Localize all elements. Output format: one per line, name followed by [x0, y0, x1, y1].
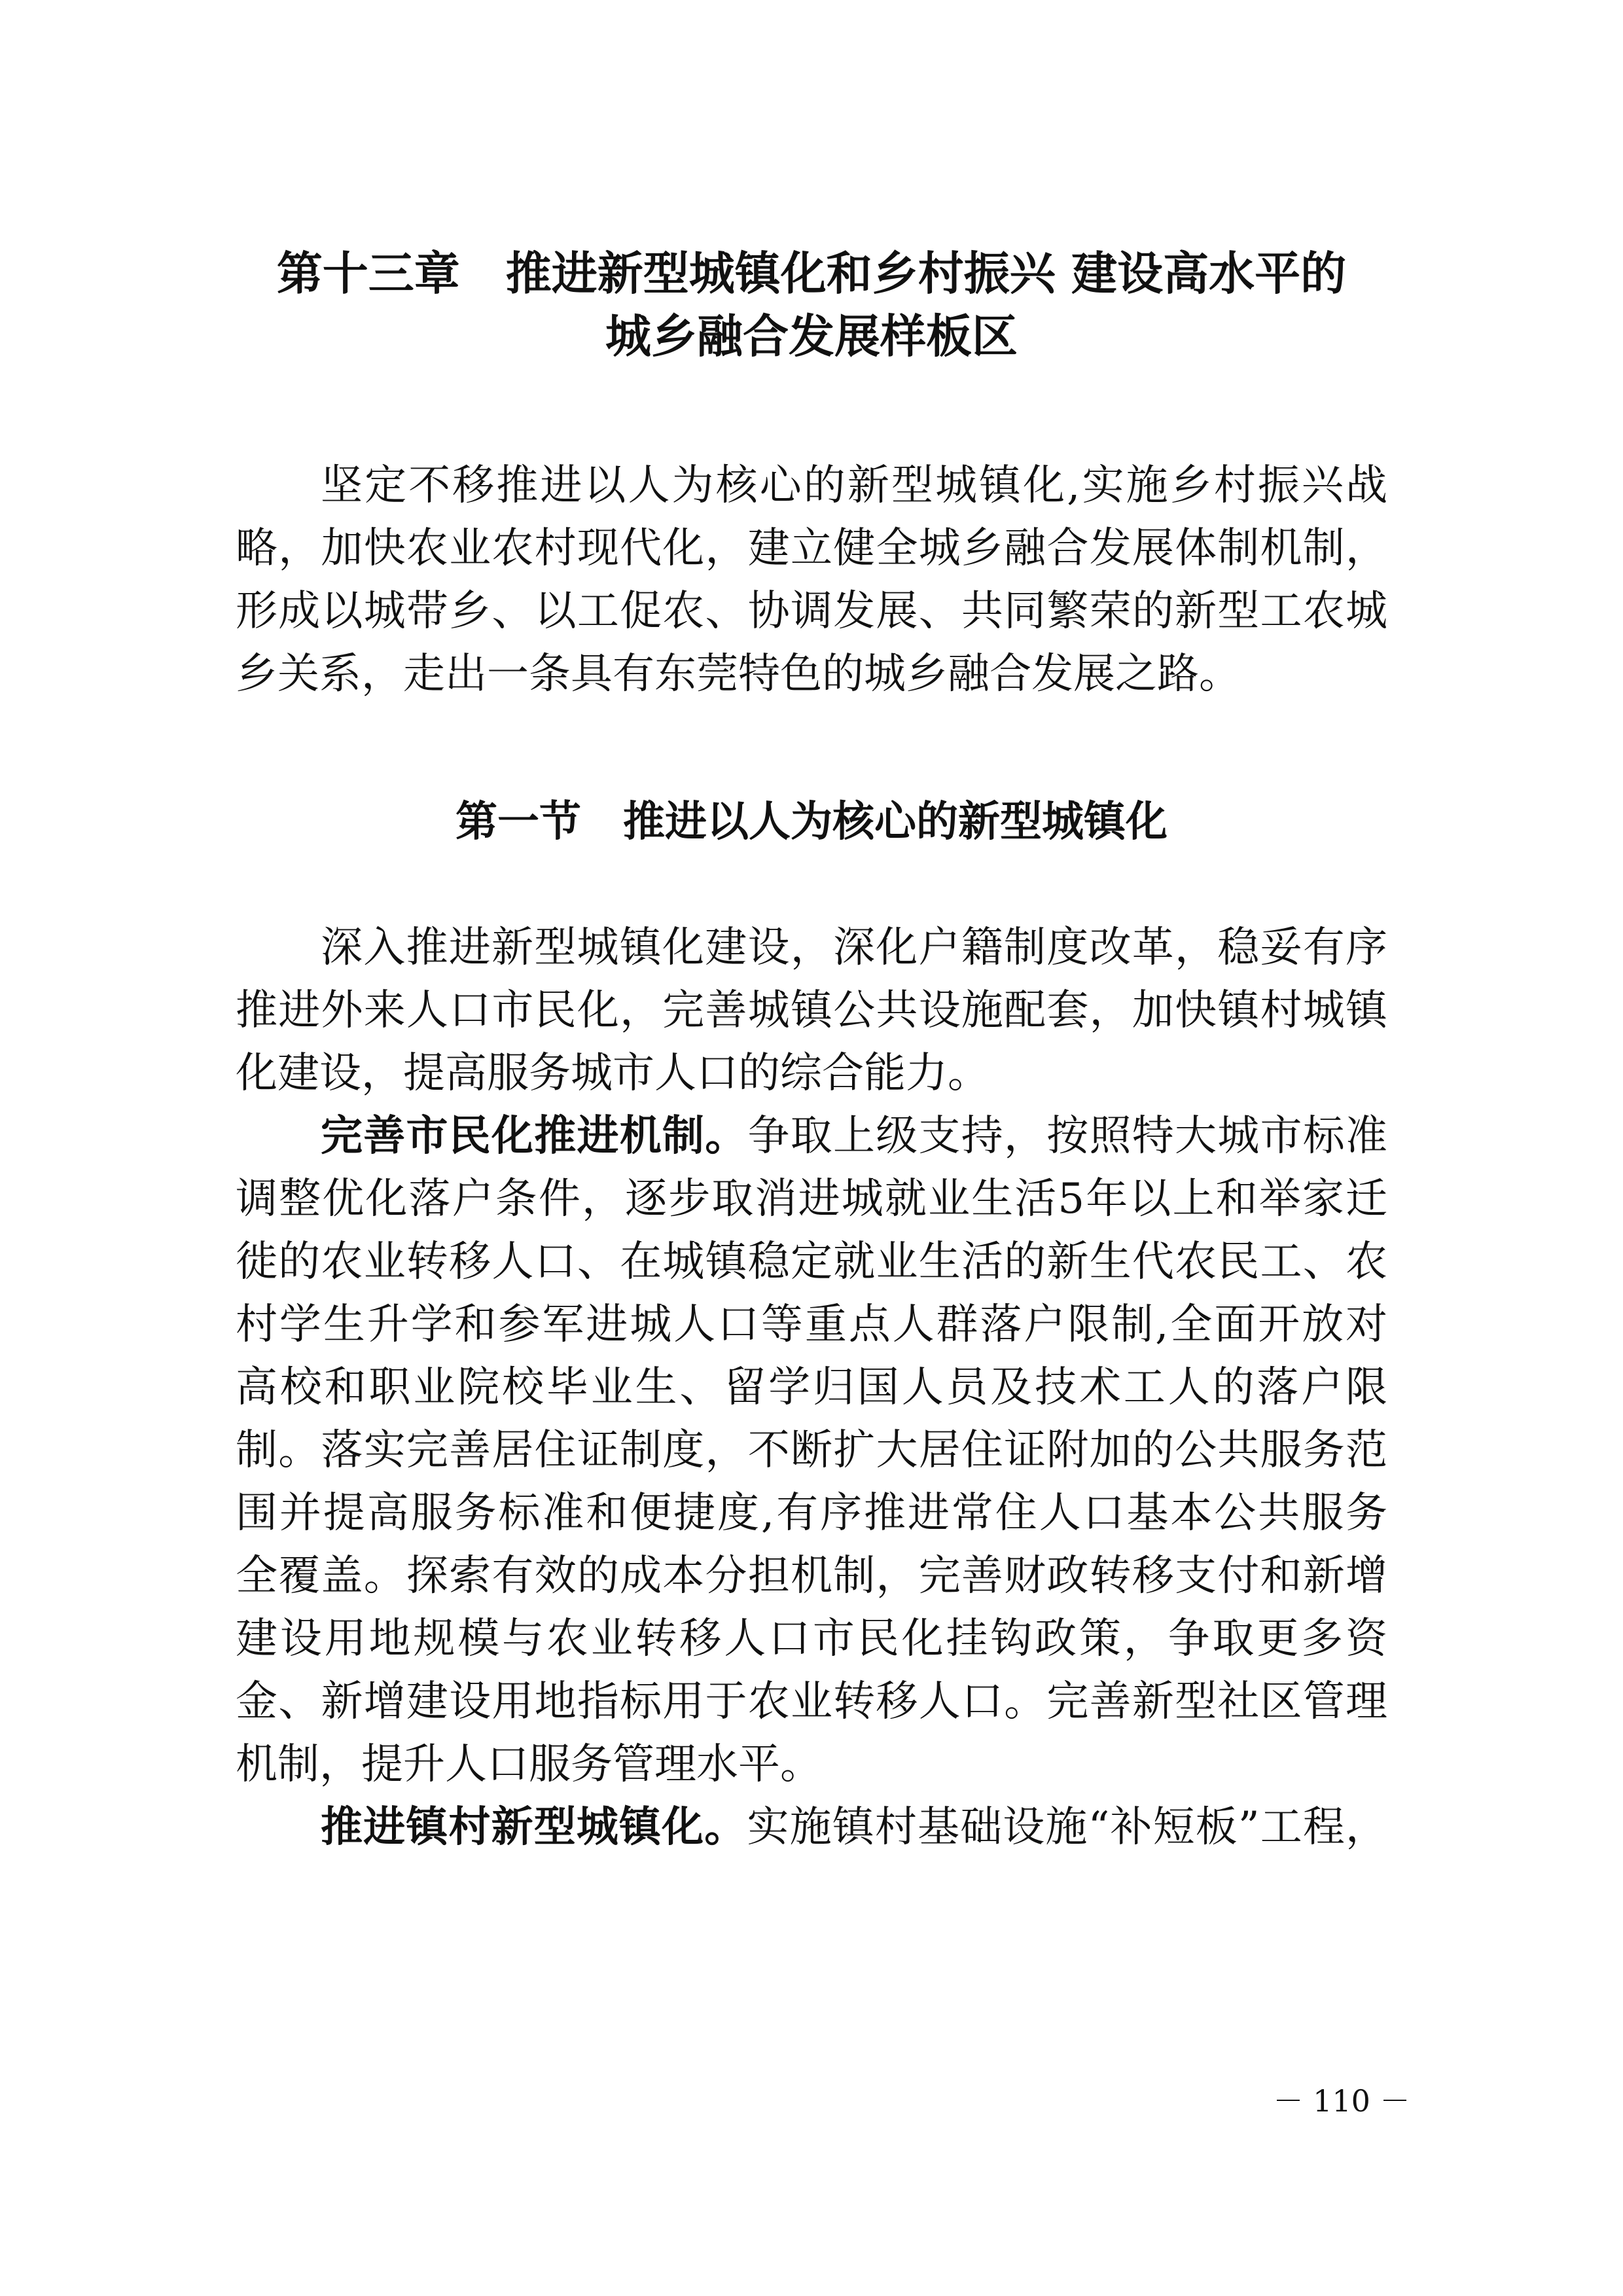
intro-line-2: 略，加快农业农村现代化，建立健全城乡融合发展体制机制， — [236, 524, 1387, 573]
intro-line-1: 坚定不移推进以人为核心的新型城镇化,实施乡村振兴战 — [321, 461, 1387, 510]
para2-first-rest: 争取上级支持，按照特大城市标准 — [747, 1112, 1387, 1160]
para3-heading: 推进镇村新型城镇化。 — [321, 1803, 747, 1852]
para2-line-10: 金、新增建设用地指标用于农业转移人口。完善新型社区管理 — [236, 1677, 1387, 1726]
para3-line-1 — [321, 1796, 1387, 1859]
para2-heading: 完善市民化推进机制。 — [321, 1112, 748, 1160]
page-number: － 110 － — [1273, 2083, 1410, 2119]
para1-line-1: 深入推进新型城镇化建设，深化户籍制度改革，稳妥有序 — [321, 924, 1387, 972]
para3-first-rest: 实施镇村基础设施“补短板”工程， — [747, 1803, 1388, 1852]
intro-line-4: 乡关系，走出一条具有东莞特色的城乡融合发展之路。 — [236, 650, 1241, 698]
para2-line-7: 围并提高服务标准和便捷度,有序推进常住人口基本公共服务 — [236, 1489, 1387, 1537]
chapter-title-line-2: 城乡融合发展样板区 — [605, 310, 1018, 363]
para2-line-5: 高校和职业院校毕业生、留学归国人员及技术工人的落户限 — [236, 1363, 1387, 1412]
para2-line-9: 建设用地规模与农业转移人口市民化挂钩政策，争取更多资 — [236, 1615, 1387, 1663]
para2-line-6: 制。落实完善居住证制度，不断扩大居住证附加的公共服务范 — [236, 1426, 1387, 1475]
intro-line-3: 形成以城带乡、以工促农、协调发展、共同繁荣的新型工农城 — [236, 587, 1387, 636]
para2-line-8: 全覆盖。探索有效的成本分担机制，完善财政转移支付和新增 — [236, 1552, 1387, 1600]
para2-line-4: 村学生升学和参军进城人口等重点人群落户限制,全面开放对 — [236, 1300, 1387, 1349]
para1-line-3: 化建设，提高服务城市人口的综合能力。 — [236, 1049, 990, 1098]
para2-line-1 — [321, 1105, 1387, 1168]
para2-line-3: 徙的农业转移人口、在城镇稳定就业生活的新生代农民工、农 — [236, 1238, 1387, 1286]
chapter-title-line-1: 第十三章 推进新型城镇化和乡村振兴 建设高水平的 — [276, 247, 1347, 300]
para2-line-11: 机制，提升人口服务管理水平。 — [236, 1740, 822, 1789]
para1-line-2: 推进外来人口市民化，完善城镇公共设施配套，加快镇村城镇 — [236, 986, 1387, 1035]
section-title: 第一节 推进以人为核心的新型城镇化 — [455, 798, 1168, 846]
para2-line-2: 调整优化落户条件，逐步取消进城就业生活5年以上和举家迁 — [236, 1175, 1387, 1223]
